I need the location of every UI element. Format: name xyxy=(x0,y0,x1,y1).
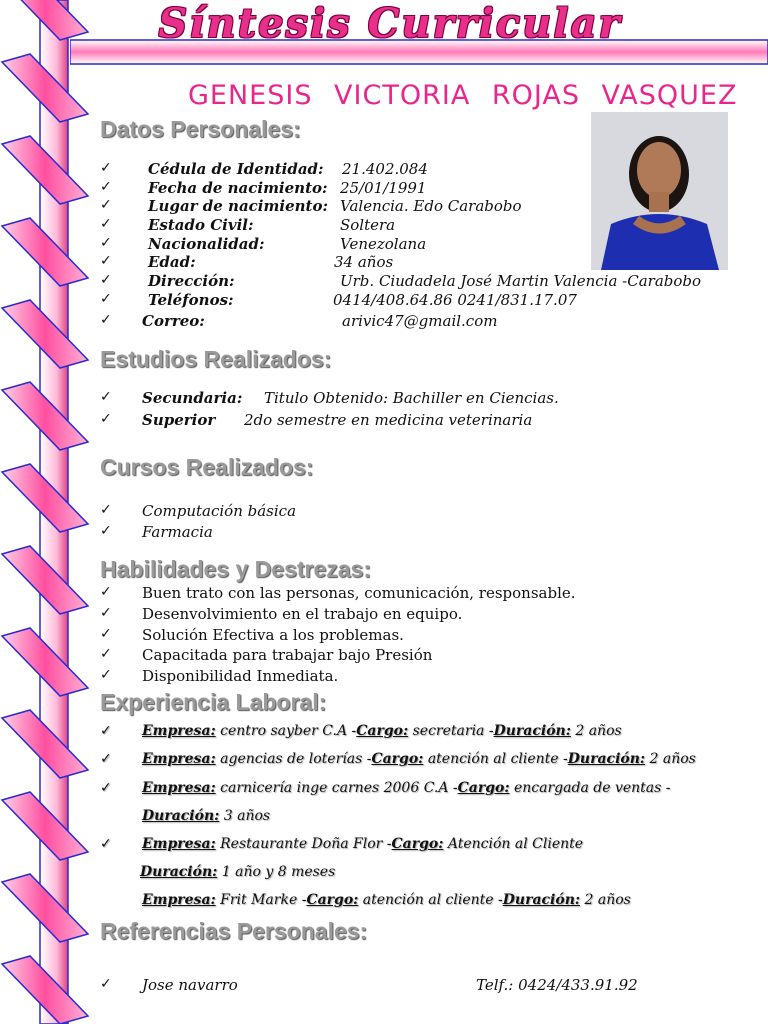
study-value: 2do semestre en medicina veterinaria xyxy=(244,411,533,429)
reference-phone: Telf.: 0424/433.91.92 xyxy=(476,976,638,994)
decorative-ribbon-border xyxy=(0,0,90,1024)
skill-text: Desenvolvimiento en el trabajo en equipo. xyxy=(142,605,463,623)
field-value: 21.402.084 xyxy=(342,160,428,178)
checkmark-icon: ✓ xyxy=(100,646,112,662)
page-title: Síntesis Curricular xyxy=(158,0,622,47)
checkmark-icon: ✓ xyxy=(100,216,112,232)
role-name: secretaria xyxy=(412,723,485,739)
role-name: Atención al Cliente xyxy=(447,836,584,852)
section-heading-skills: Habilidades y Destrezas: xyxy=(100,556,372,582)
checkmark-icon: ✓ xyxy=(100,160,112,176)
checkmark-icon: ✓ xyxy=(100,502,112,518)
experience-text: Empresa: centro sayber C.A -Cargo: secretaria -Duración: 2 años xyxy=(142,723,622,739)
company-name: Restaurante Doña Flor xyxy=(220,836,383,852)
field-label: Estado Civil: xyxy=(148,216,254,234)
skill-text: Disponibilidad Inmediata. xyxy=(142,667,339,685)
company-label: Empresa: xyxy=(142,780,216,796)
field-label: Fecha de nacimiento: xyxy=(148,179,328,197)
company-label: Empresa: xyxy=(142,836,216,852)
reference-name: Jose navarro xyxy=(142,976,238,994)
checkmark-icon: ✓ xyxy=(100,272,112,288)
role-label: Cargo: xyxy=(457,780,510,796)
duration-value: 2 años xyxy=(575,723,622,739)
company-name: Frit Marke xyxy=(220,892,298,908)
field-label: Cédula de Identidad: xyxy=(148,160,324,178)
field-value: 25/01/1991 xyxy=(340,179,427,197)
checkmark-icon: ✓ xyxy=(100,179,112,195)
course-name: Farmacia xyxy=(142,523,213,541)
field-label: Teléfonos: xyxy=(148,291,234,309)
experience-text xyxy=(140,864,335,880)
company-label: Empresa: xyxy=(142,723,216,739)
company-name: carnicería inge carnes 2006 C.A xyxy=(220,780,449,796)
duration-label: Duración: xyxy=(502,892,581,908)
study-label: Superior xyxy=(142,411,216,429)
checkmark-icon: ✓ xyxy=(100,836,112,852)
field-label: Lugar de nacimiento: xyxy=(148,197,328,215)
role-name: atención al cliente xyxy=(362,892,494,908)
checkmark-icon: ✓ xyxy=(100,389,112,405)
checkmark-icon: ✓ xyxy=(100,312,112,328)
section-heading-experience: Experiencia Laboral: xyxy=(100,689,327,715)
field-label: Edad: xyxy=(148,253,196,271)
checkmark-icon: ✓ xyxy=(100,235,112,251)
experience-text xyxy=(142,808,270,824)
field-value: arivic47@gmail.com xyxy=(342,312,498,330)
study-label: Secundaria: xyxy=(142,389,243,407)
section-heading-courses: Cursos Realizados: xyxy=(100,454,314,480)
checkmark-icon: ✓ xyxy=(100,291,112,307)
field-value: Soltera xyxy=(340,216,396,234)
company-label: Empresa: xyxy=(142,892,216,908)
duration-label: Duración: xyxy=(140,864,218,880)
course-name: Computación básica xyxy=(142,502,297,520)
field-value: Urb. Ciudadela José Martin Valencia -Carabobo xyxy=(340,272,702,290)
profile-photo xyxy=(591,112,728,270)
company-name: centro sayber C.A xyxy=(220,723,348,739)
experience-text: Empresa: Frit Marke -Cargo: atención al cliente -Duración: 2 años xyxy=(142,892,631,908)
field-label: Correo: xyxy=(142,312,205,330)
checkmark-icon: ✓ xyxy=(100,584,112,600)
checkmark-icon: ✓ xyxy=(100,976,112,992)
field-value: 34 años xyxy=(334,253,394,271)
duration-value: 3 años xyxy=(223,808,271,824)
field-label: Nacionalidad: xyxy=(148,235,265,253)
checkmark-icon: ✓ xyxy=(100,626,112,642)
field-value: Venezolana xyxy=(340,235,427,253)
candidate-name: GENESIS VICTORIA ROJAS VASQUEZ xyxy=(188,80,738,111)
skill-text: Buen trato con las personas, comunicación, responsable. xyxy=(142,584,576,602)
field-value: Valencia. Edo Carabobo xyxy=(340,197,522,215)
checkmark-icon: ✓ xyxy=(100,411,112,427)
section-heading-studies: Estudios Realizados: xyxy=(100,346,332,372)
checkmark-icon: ✓ xyxy=(100,523,112,539)
role-label: Cargo: xyxy=(356,723,409,739)
role-label: Cargo: xyxy=(306,892,359,908)
duration-value: 2 años xyxy=(584,892,631,908)
duration-label: Duración: xyxy=(493,723,571,739)
checkmark-icon: ✓ xyxy=(100,667,112,683)
skill-text: Capacitada para trabajar bajo Presión xyxy=(142,646,433,664)
company-name: agencias de loterías xyxy=(220,751,363,767)
checkmark-icon: ✓ xyxy=(100,253,112,269)
duration-label: Duración: xyxy=(567,751,646,767)
experience-text: Empresa: agencias de loterías -Cargo: atención al cliente -Duración: 2 años xyxy=(142,751,696,767)
checkmark-icon: ✓ xyxy=(100,723,112,739)
experience-text: Empresa: carnicería inge carnes 2006 C.A -Cargo: encargada de ventas - xyxy=(142,780,671,796)
role-label: Cargo: xyxy=(371,751,424,767)
duration-value: 2 años xyxy=(649,751,696,767)
section-heading-personal: Datos Personales: xyxy=(100,116,301,142)
experience-text: Empresa: Restaurante Doña Flor -Cargo: Atención al Cliente xyxy=(142,836,584,852)
duration-label: Duración: xyxy=(142,808,220,824)
field-value: 0414/408.64.86 0241/831.17.07 xyxy=(333,291,577,309)
role-name: encargada de ventas xyxy=(514,780,662,796)
checkmark-icon: ✓ xyxy=(100,605,112,621)
skill-text: Solución Efectiva a los problemas. xyxy=(142,626,404,644)
checkmark-icon: ✓ xyxy=(100,197,112,213)
duration-value: 1 año y 8 meses xyxy=(221,864,336,880)
field-label: Dirección: xyxy=(148,272,235,290)
company-label: Empresa: xyxy=(142,751,216,767)
checkmark-icon: ✓ xyxy=(100,780,112,796)
checkmark-icon: ✓ xyxy=(100,751,112,767)
section-heading-references: Referencias Personales: xyxy=(100,918,368,944)
role-name: atención al cliente xyxy=(427,751,559,767)
role-label: Cargo: xyxy=(391,836,444,852)
study-value: Titulo Obtenido: Bachiller en Ciencias. xyxy=(264,389,559,407)
